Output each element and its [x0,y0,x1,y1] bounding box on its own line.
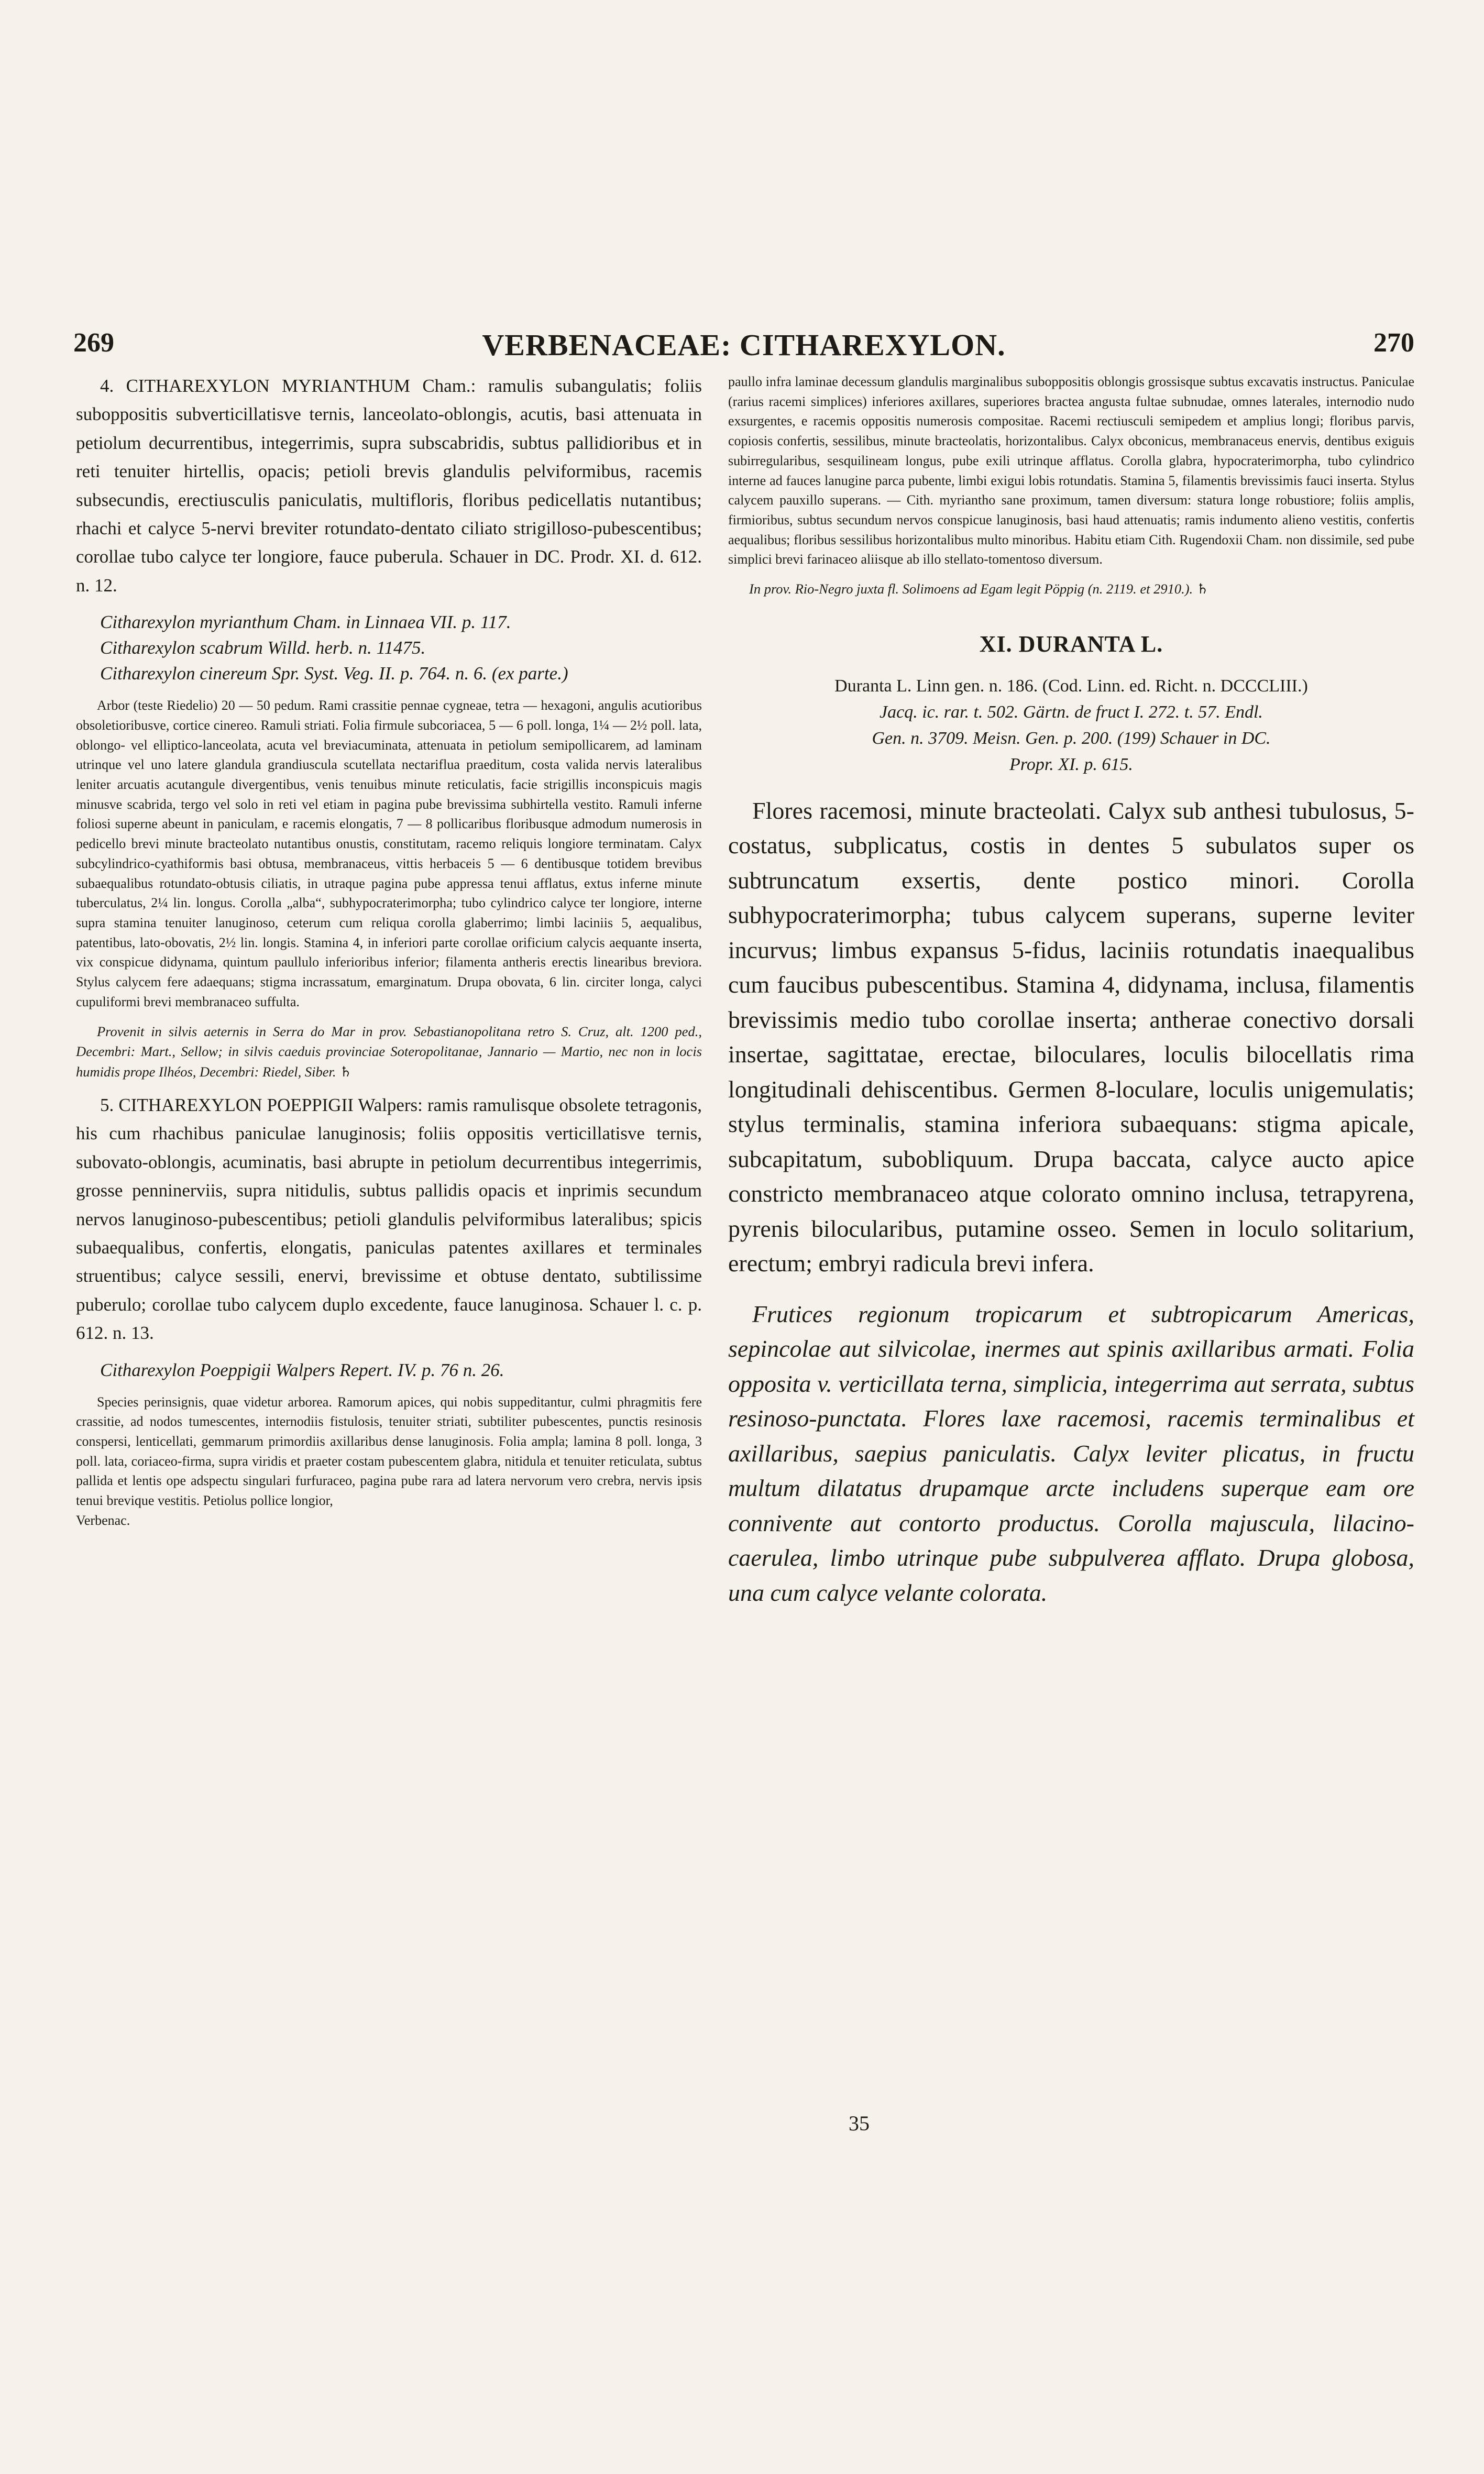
species-4-synonym-3: Citharexylon cinereum Spr. Syst. Veg. II. p. 764. n. 6. (ex parte.) [100,663,568,684]
species-5-description: 5. CITHAREXYLON POEPPIGII Walpers: ramis ramulisque obsolete tetragonis, his cum rhachibus paniculae lanuginosis; foliis oppositis verticillatisve ternis, subovato-oblongis, acuminatis, basi abrupte in petiolum decurrentibus integerrimis, grosse penninerviis, supra nitidulis, subtus pallidis opacis et inprimis secundum nervos lanuginoso-pubescentibus; petioli glandulis pelviformibus lateralibus; spicis subaequalibus, confertis, elongatis, paniculas patentes axillares et terminales struentibus; calyce sessili, enervi, brevissime et obtuse dentato, subtilissime puberulo; corollae tubo calycem duplo excedente, fauce lanuginosa. Schauer l. c. p. 612. n. 13. [76,1095,702,1344]
genus-heading: XI. DURANTA L. [979,631,1163,657]
species-5-synonym-1: Citharexylon Poeppigii Walpers Repert. IV. p. 76 n. 26. [100,1359,504,1380]
species-4-synonym-2: Citharexylon scabrum Willd. herb. n. 11475. [100,637,426,658]
page-number-right: 270 [1373,328,1414,358]
genus-reference-3: Gen. n. 3709. Meisn. Gen. p. 200. (199) Schauer in DC. [872,728,1271,748]
running-header [73,327,1414,369]
species-4-notes: Arbor (teste Riedelio) 20 — 50 pedum. Rami crassitie pennae cygneae, tetra — hexagoni, angulis acutioribus obsoletioribusve, cortice cinereo. Ramuli striati. Folia firmule subcoriacea, 5 — 6 poll. longa, 1¼ — 2½ poll. lata, oblongo- vel elliptico-lanceolata, acuta vel breviacuminata, attenuata in petiolum semipollicarem, ad laminam utrinque vel uno latere glandula grandiuscula scutellata nectariflua praeditum, costa valida nervis lateralibus leniter arcuatis acutangule divergentibus, venis tenuibus minute reticulatis, facie strigillis inconspicuis magis minusve scabrida, tergo vel solo in reti vel etiam in pagina pube brevissima subhirtella vestito. Ramuli inferne foliosi superne abeunt in paniculam, e racemis elongatis, 7 — 8 pollicaribus floribusque admodum numerosis in pedicello brevi minute bracteolato nutantibus onustis, constitutam, racemo reliquis longiore terminatam. Calyx subcylindrico-cyathiformis basi obtusa, membranaceus, vittis herbaceis 5 — 6 dentibusque totidem brevibus subaequalibus rotundato-obtusis ciliatis, in utraque pagina pube appressa tenui afflatus, extus inferne minute tuberculatus, 2¼ lin. longus. Corolla „alba“, subhypocraterimorpha; tubo cylindrico calyce ter longiore, interne supra stamina tenuiter lanuginoso, ceterum cum reliqua corolla glaberrimo; limbi laciniis 5, aequalibus, patentibus, lato-obovatis, 2½ lin. longis. Stamina 4, in inferiori parte corollae orificium calycis aequante inserta, vix conspicue didynama, quintum paullulo inferioribus inferior; filamenta antheris erectis linearibus breviora. Stylus calycem fere adaequans; stigma incrassatum, emarginatum. Drupa obovata, 6 lin. circiter longa, calyci cupuliformi brevi membranaceo suffulta. [76,698,702,1009]
right-column [728,372,1414,1610]
species-5-notes-continued: paullo infra laminae decessum glandulis marginalibus suboppositis oblongis grossisque subtus excavatis instructus. Paniculae (rarius racemi simplices) inferiores axillares, superiores bractea angusta fultae subnudae, omnes laterales, internodio nudo exsurgentes, e racemis oppositis numerosis compositae. Racemi rectiusculi semipedem et amplius longi; floribus parvis, copiosis confertis, sessilibus, minute bracteolatis, horizontalibus. Calyx obconicus, membranaceus enervis, dentibus exiguis subirregularibus, sesquilineam longus, pube exili utrinque afflatus. Corolla glabra, hypocraterimorpha, tubo cylindrico interne ad fauces lanugine parca pubente, limbi exigui lobis rotundatis. Stamina 5, filamentis brevissimis fauci inserta. Stylus calycem pauxillo superans. — Cith. myriantho sane proximum, tamen diversum: statura longe robustiore; foliis amplis, firmioribus, subtus secundum nervos conspicue lanuginosis, basi haud attenuatis; ramis indumento alieno vestitis, confertis aequalibus; floribus sessilibus horizontalibus multo minoribus. Habitu etiam Cith. Rugendoxii Cham. non dissimile, sed pube simplici brevi farinaceo aliisque ab illo stellato-tomentoso diversum. [728,374,1414,567]
species-5-provenance: In prov. Rio-Negro juxta fl. Solimoens ad Egam legit Pöppig (n. 2119. et 2910.). ♄ [749,581,1209,597]
genus-habitat: Frutices regionum tropicarum et subtropicarum Americas, sepincolae aut silvicolae, inermes aut spinis axillaribus armati. Folia opposita v. verticillata terna, simplicia, integerrima aut serrata, subtus resinoso-punctata. Flores laxe racemosi, racemis terminalibus et axillaribus, saepius paniculatis. Calyx leviter plicatus, in fructu multum dilatatus drupamque arcte includens superque eam ore connivente aut contorto productus. Corolla majuscula, lilacino-caerulea, limbo utrinque pube subpulverea afflato. Drupa globosa, una cum calyce velante colorata. [728,1300,1414,1606]
genus-description: Flores racemosi, minute bracteolati. Calyx sub anthesi tubulosus, 5-costatus, subplicatus, costis in dentes 5 subulatos super os subtruncatum exsertis, dente postico minori. Corolla subhypocraterimorpha; tubus calycem superans, superne leviter incurvus; limbus expansus 5-fidus, laciniis rotundatis inaequalibus cum faucibus pubescentibus. Stamina 4, didynama, inclusa, filamentis brevissimis medio tubo corollae inserta; antherae conectivo dorsali insertae, sagittatae, erectae, biloculares, loculis bilocellatis rima longitudinali dehiscentibus. Germen 8-loculare, loculis unigemulatis; stylus terminalis, stamina inferiora subaequans: stigma apicale, subcapitatum, subobliquum. Drupa baccata, calyce aucto apice constricto membranaceo atque colorato omnino inclusa, tetrapyrena, pyrenis bilocularibus, putamine osseo. Semen in loculo solitarium, erectum; embryi radicula brevi infera. [728,797,1414,1277]
signature-mark: Verbenac. [76,1512,130,1528]
species-4-synonym-1: Citharexylon myrianthum Cham. in Linnaea VII. p. 117. [100,612,511,633]
running-title: VERBENACEAE: CITHAREXYLON. [482,328,1006,362]
species-4-provenance: Provenit in silvis aeternis in Serra do Mar in prov. Sebastianopolitana retro S. Cruz, alt. 1200 ped., Decembri: Mart., Sellow; in silvis caeduis provinciae Soteropolitanae, Jannario — Martio, nec non in locis humidis prope Ilhéos, Decembri: Riedel, Siber. ♄ [76,1023,702,1080]
genus-reference-4: Propr. XI. p. 615. [1009,754,1133,774]
genus-reference-1: Duranta L. Linn gen. n. 186. (Cod. Linn. ed. Richt. n. DCCCLIII.) [834,676,1308,696]
left-column [76,372,702,1531]
species-5-notes: Species perinsignis, quae videtur arborea. Ramorum apices, qui nobis suppeditantur, culmi phragmitis fere crassitie, ad nodos tumescentes, internodiis fistulosis, tenuiter striati, subtiliter pubescentes, punctis resinosis conspersi, lenticellati, gemmarum primordiis axillaribus dense lanuginosis. Folia ampla; lamina 8 poll. longa, 3 poll. lata, coriaceo-firma, supra viridis et praeter costam pubescentem glabra, nitidula et tenuiter reticulata, subtus pallida et lentis ope adspectu singulari furfuraceo, pagina pube rara ad latera nervorum vero crebra, nervis ipsis tenui brevique vestitis. Petiolus pollice longior, [76,1394,702,1509]
genus-reference-2: Jacq. ic. rar. t. 502. Gärtn. de fruct I. 272. t. 57. Endl. [880,702,1263,722]
species-4-description: 4. CITHAREXYLON MYRIANTHUM Cham.: ramulis subangulatis; foliis suboppositis subverticillatisve ternis, lanceolato-oblongis, acutis, basi attenuata in petiolum decurrentibus, integerrimis, supra subscabridis, subtus pallidioribus et in reti tenuiter hirtellis, opacis; petioli brevis glandulis pelviformibus, racemis subsecundis, erectiusculis paniculatis, multifloris, floribus pedicellatis nutantibus; rhachi et calyce 5-nervi breviter rotundato-dentato ciliato strigilloso-pubescentibus; corollae tubo calyce ter longiore, fauce puberula. Schauer in DC. Prodr. XI. d. 612. n. 12. [76,376,702,596]
signature-number: 35 [849,2112,870,2135]
page-number-left: 269 [73,328,114,358]
